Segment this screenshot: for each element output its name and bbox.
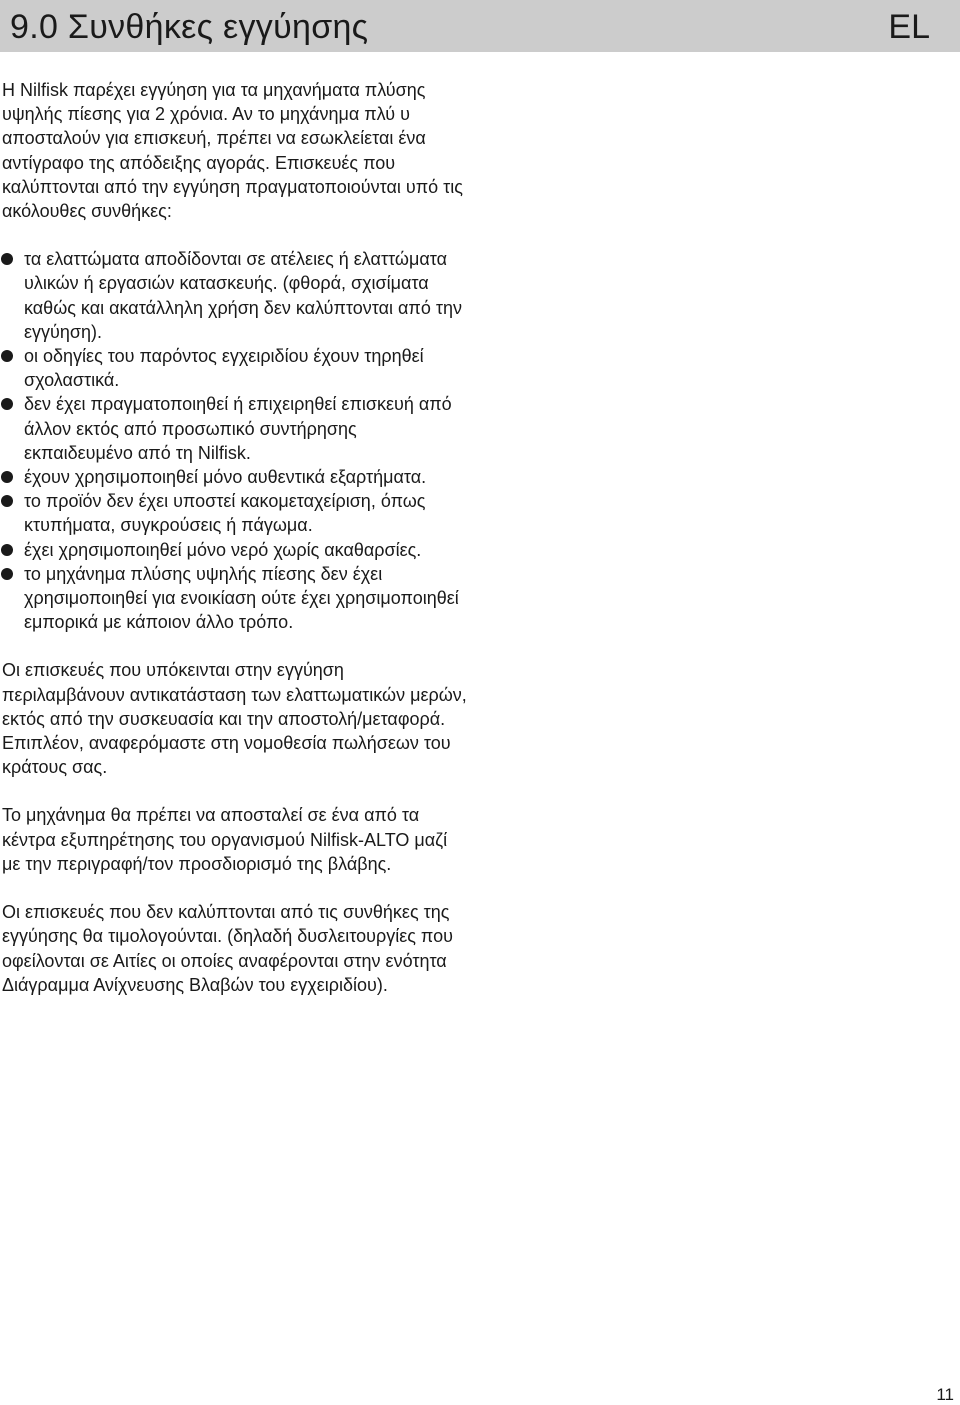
list-item — [0, 247, 470, 344]
list-item-text: το προϊόν δεν έχει υποστεί κακομεταχείριση, όπως κτυπήματα, συγκρούσεις ή πάγωμα. — [24, 491, 426, 536]
list-item — [0, 562, 470, 635]
warranty-conditions-list — [0, 247, 470, 634]
section-header — [0, 0, 960, 52]
list-item-text: έχει χρησιμοποιηθεί μόνο νερό χωρίς ακαθαρσίες. — [24, 539, 422, 560]
list-item-text: έχουν χρησιμοποιηθεί μόνο αυθεντικά εξαρτήματα. — [24, 467, 427, 488]
list-item — [0, 538, 470, 562]
repairs-paragraph: Οι επισκευές που υπόκεινται στην εγγύηση περιλαμβάνουν αντικατάσταση των ελαττωματικών μερών, εκτός από την συσκευασία και την αποστολή/μεταφορά. Επιπλέον, αναφερόμαστε στη νομοθεσία πωλήσεων του κράτους σας. — [2, 660, 467, 778]
list-item-text: οι οδηγίες του παρόντος εγχειριδίου έχουν τηρηθεί σχολαστικά. — [24, 346, 424, 391]
not-covered-paragraph: Οι επισκευές που δεν καλύπτονται από τις συνθήκες της εγγύησης θα τιμολογούνται. (δηλαδή δυσλειτουργίες που οφείλονται σε Αιτίες οι οποίες αναφέρονται στην ενότητα Διάγραμμα Ανίχνευσης Βλαβών του εγχειριδίου). — [2, 902, 453, 995]
list-item-text: τα ελαττώματα αποδίδονται σε ατέλειες ή ελαττώματα υλικών ή εργασιών κατασκευής. (φθορά, σχισίματα καθώς και ακατάλληλη χρήση δεν καλύπτονται από την εγγύηση). — [24, 249, 462, 342]
spacer — [0, 634, 470, 658]
shipping-paragraph: Το μηχάνημα θα πρέπει να αποσταλεί σε ένα από τα κέντρα εξυπηρέτησης του οργανισμού Nilfisk-ALTO μαζί με την περιγραφή/τον προσδιορισμό της βλάβης. — [2, 805, 448, 874]
bullet-icon — [1, 253, 13, 265]
spacer — [0, 876, 470, 900]
spacer — [0, 223, 470, 247]
bullet-icon — [1, 544, 13, 556]
main-content — [0, 78, 470, 997]
section-title: 9.0 Συνθήκες εγγύησης — [10, 8, 369, 46]
bullet-icon — [1, 495, 13, 507]
bullet-icon — [1, 471, 13, 483]
intro-paragraph: Η Nilfisk παρέχει εγγύηση για τα μηχανήματα πλύσης υψηλής πίεσης για 2 χρόνια. Αν το μηχάνημα πλύ υ αποσταλούν για επισκευή, πρέπει να εσωκλείεται ένα αντίγραφο της απόδειξης αγοράς. Επισκευές που καλύπτονται από την εγγύηση πραγματοποιούνται υπό τις ακόλουθες συνθήκες: — [2, 80, 463, 222]
list-item — [0, 392, 470, 465]
page-number: 11 — [936, 1385, 954, 1404]
list-item-text: το μηχάνημα πλύσης υψηλής πίεσης δεν έχει χρησιμοποιηθεί για ενοικίαση ούτε έχει χρησιμοποιηθεί εμπορικά με κάποιον άλλο τρόπο. — [24, 563, 459, 633]
bullet-icon — [1, 568, 13, 580]
list-item — [0, 344, 470, 392]
spacer — [0, 779, 470, 803]
list-item — [0, 489, 470, 537]
bullet-icon — [1, 350, 13, 362]
language-code: EL — [888, 8, 930, 46]
list-item — [0, 465, 470, 489]
bullet-icon — [1, 398, 13, 410]
list-item-text: δεν έχει πραγματοποιηθεί ή επιχειρηθεί επισκευή από άλλον εκτός από προσωπικό συντήρησης εκπαιδευμένο από τη Nilfisk. — [24, 394, 452, 463]
